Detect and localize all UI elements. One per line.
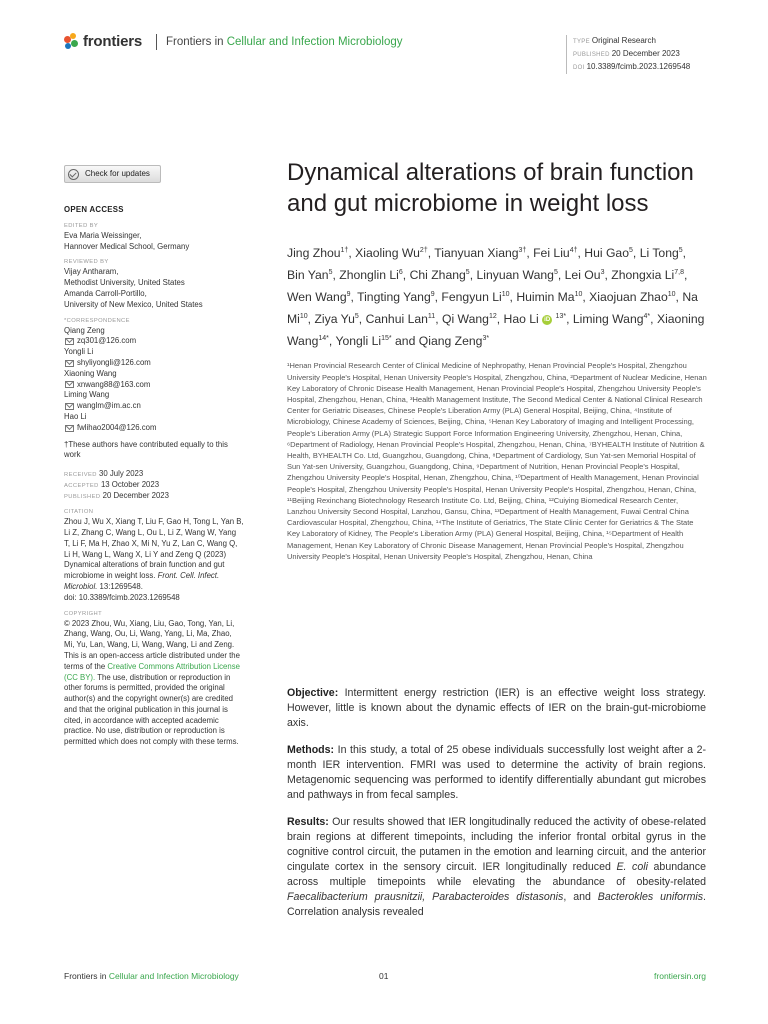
author[interactable]: Hao Li iD $^{13*}$: [503, 312, 567, 327]
reviewed-by: Vijay Antharam, Methodist University, United States Amanda Carroll-Portillo, University of New Mexico, United States: [64, 267, 203, 309]
accepted-date: ACCEPTED 13 October 2023: [64, 480, 160, 490]
correspondence-label: *CORRESPONDENCE: [64, 317, 130, 324]
journal-title[interactable]: [166, 36, 403, 48]
correspondent-email[interactable]: shyliyongli@126.com: [64, 358, 244, 369]
correspondent-email[interactable]: zq301@126.com: [64, 336, 244, 347]
received-date: RECEIVED 30 July 2023: [64, 469, 144, 479]
copyright: © 2023 Zhou, Wu, Xiang, Liu, Gao, Tong, Yan, Li, Zhang, Wang, Ou, Li, Wang, Yang, Li, Ma, Zhao, Mi, Yu, Lan, Wang, Li, Wang, Wang, Li and Zeng. This is an open-access article distributed under the terms of the Creative Commons Attribution License (CC BY). The use, distribution or reproduction in other forums is permitted, provided the original author(s) and the copyright owner(s) are credited and that the original publication in this journal is cited, in accordance with accepted academic practice. No use, distribution or reproduction is permitted which does not comply with these terms.: [64, 618, 240, 747]
cc-license-link[interactable]: Creative Commons Attribution License (CC BY).: [64, 661, 240, 682]
citation-doi[interactable]: doi: 10.3389/fcimb.2023.1269548: [64, 592, 180, 602]
mail-icon: [65, 338, 74, 345]
mail-icon: [65, 425, 74, 432]
equal-contribution-note: †These authors have contributed equally to this work: [64, 439, 228, 460]
author[interactable]: Xiaoning Wang$^{14*}$: [287, 312, 705, 349]
article-type: TYPE Original Research: [573, 36, 656, 45]
copyright-label: COPYRIGHT: [64, 610, 103, 617]
footer-journal[interactable]: Frontiers in Cellular and Infection Microbiology: [64, 971, 239, 981]
correspondent-name: Hao Li: [64, 411, 87, 421]
check-for-updates-button[interactable]: [64, 165, 161, 183]
author[interactable]: Qi Wang$^{12}$: [441, 312, 497, 327]
author[interactable]: Ziya Yu$^5$: [314, 312, 359, 327]
abstract-objective: Objective: Intermittent energy restriction (IER) is an effective weight loss strategy. However, little is known about the dynamic effects of IER on the brain-gut-microbiome axis.: [287, 687, 706, 729]
page-number: 01: [379, 971, 389, 981]
author[interactable]: Hui Gao$^5$: [584, 246, 633, 261]
correspondent-name: Xiaoning Wang: [64, 368, 117, 378]
author[interactable]: Fei Liu$^{4\dagger}$: [533, 246, 578, 261]
dates: [64, 469, 244, 502]
check-for-updates-label: Check for updates: [85, 168, 150, 178]
reviewed-by-label: REVIEWED BY: [64, 259, 109, 266]
mail-icon: [65, 381, 74, 388]
author[interactable]: Linyuan Wang$^5$: [476, 268, 558, 283]
frontiers-logo-icon: [62, 32, 80, 50]
page-footer: [64, 971, 706, 981]
author[interactable]: Fengyun Li$^{10}$: [441, 290, 510, 305]
abstract-methods: Methods: In this study, a total of 25 obese individuals successfully lost weight after a 2-month IER intervention. FMRI was used to determine the activity of brain regions. Metagenomic sequencing was performed to identify differentially abundant gut microbes and pathways in from fecal samples.: [287, 744, 706, 801]
author[interactable]: Canhui Lan$^{11}$: [365, 312, 436, 327]
doi[interactable]: DOI 10.3389/fcimb.2023.1269548: [573, 62, 691, 71]
brand-name: frontiers: [83, 32, 143, 50]
author-list: Jing Zhou$^{1\dagger}$, Xiaoling $Wu^{2\dagger}$, Tianyuan Xiang$^{3\dagger}$, Fei Liu$^{4\dagger}$, Hui Gao$^5$, Li Tong$^5$, Bin Yan$^5$, Zhonglin Li$^6$, Chi Zhang$^5$, Linyuan Wang$^5$, Lei Ou$^3$, Zhongxia Li$^{7,8}$, Wen Wang$^9$, Tingting Yang$^9$, Fengyun Li$^{10}$, Huimin Ma$^{10}$, Xiaojuan Zhao$^{10}$, Na Mi$^{10}$, Ziya Yu$^5$, Canhui Lan$^{11}$, Qi Wang$^{12}$, Hao Li iD $^{13*}$, Liming Wang$^{4*}$, Xiaoning Wang$^{14*}$, Yongli $Li^{15*}$ and Qiang Zeng$^{3*}$: [287, 246, 705, 349]
author[interactable]: Xiaojuan Zhao$^{10}$: [589, 290, 676, 305]
author[interactable]: Liming Wang$^{4*}$: [572, 312, 651, 327]
author[interactable]: Zhongxia Li$^{7,8}$: [611, 268, 684, 283]
published-date-sidebar: PUBLISHED 20 December 2023: [64, 491, 169, 501]
author[interactable]: Tianyuan Xiang$^{3\dagger}$: [434, 246, 527, 261]
author[interactable]: Tingting Yang$^9$: [357, 290, 435, 305]
abstract: [287, 686, 706, 932]
author[interactable]: Bin Yan$^5$: [287, 268, 333, 283]
correspondent-email[interactable]: wanglm@im.ac.cn: [64, 401, 244, 412]
citation-label: CITATION: [64, 509, 94, 516]
check-icon: [68, 169, 79, 180]
correspondent-email[interactable]: fwlihao2004@126.com: [64, 423, 244, 434]
abstract-results: Results: Our results showed that IER longitudinally reduced the activity of obese-related brain regions at different timepoints, including the inferior frontal orbital gyrus in the cognitive control circuit, the putamen in the emotion and learning circuit, and the anterior cingulate cortex in the sensory circuit. IER longitudinally reduced E. coli abundance across multiple timepoints while elevating the abundance of obesity-related Faecalibacterium prausnitzii, Parabacteroides distasonis, and Bacterokles uniformis. Correlation analysis revealed: [287, 816, 706, 918]
orcid-icon[interactable]: iD: [544, 317, 551, 324]
article-title: Dynamical alterations of brain function and gut microbiome in weight loss: [287, 159, 694, 217]
correspondence-list: [64, 326, 244, 434]
frontiers-logo[interactable]: [62, 32, 142, 50]
correspondent-name: Liming Wang: [64, 390, 110, 400]
journal-prefix: Frontiers in: [166, 36, 227, 48]
author[interactable]: Wen Wang$^9$: [287, 290, 351, 305]
edited-by-label: EDITED BY: [64, 222, 99, 229]
author[interactable]: Jing Zhou$^{1\dagger}$: [287, 246, 349, 261]
author[interactable]: and Qiang Zeng$^{3*}$: [395, 334, 490, 349]
sidebar: [64, 165, 244, 748]
page-header: [62, 30, 712, 74]
mail-icon: [65, 360, 74, 367]
article-meta: [566, 35, 690, 74]
correspondent-name: Qiang Zeng: [64, 325, 105, 335]
citation: Zhou J, Wu X, Xiang T, Liu F, Gao H, Tong L, Yan B, Li Z, Zhang C, Wang L, Ou L, Li Z, Wang W, Yang T, Li F, Ma H, Zhao X, Mi N, Yu Z, Lan C, Wang Q, Li H, Wang L, Wang X, Li Y and Zeng Q (2023) Dynamical alterations of brain function and gut microbiome in weight loss. Front. Cell. Infect. Microbiol. 13:1269548. doi: 10.3389/fcimb.2023.1269548: [64, 517, 244, 602]
author[interactable]: Chi Zhang$^5$: [409, 268, 470, 283]
site-link[interactable]: frontiersin.org: [654, 971, 706, 981]
author[interactable]: Lei Ou$^3$: [564, 268, 605, 283]
correspondent-email[interactable]: xnwang88@163.com: [64, 380, 244, 391]
author[interactable]: Huimin Ma$^{10}$: [516, 290, 583, 305]
author[interactable]: Zhonglin Li$^6$: [339, 268, 403, 283]
author[interactable]: Xiaoling $Wu^{2\dagger}$: [355, 246, 428, 261]
edited-by: Eva Maria Weissinger, Hannover Medical School, Germany: [64, 230, 190, 251]
article-head: [287, 157, 707, 562]
correspondent-name: Yongli Li: [64, 347, 94, 357]
open-access-label: OPEN ACCESS: [64, 205, 124, 214]
journal-name: Cellular and Infection Microbiology: [226, 36, 403, 48]
header-divider: [156, 34, 157, 50]
affiliations: ¹Henan Provincial Research Center of Clinical Medicine of Nephropathy, Henan Provincial People's Hospital, Zhengzhou University People's Hospital, Henan University People's Hospital, Zhengzhou, China, ²Department of Nuclear Medicine, Henan Key Laboratory of Chronic Disease Health Management, Henan Provincial People's Hospital, Zhengzhou University People's Hospital, Zhengzhou, Henan, China, ³Health Management Institute, The Second Medical Center & National Clinical Research Center for Geriatric Diseases, Chinese People's Liberation Army (PLA) General Hospital, Beijing, China, ⁴Institute of Microbiology, Chinese Academy of Sciences, Beijing, China, ⁵Henan Key Laboratory of Imaging and Intelligent Processing, People's Liberation Army (PLA) Strategic Support Force Information Engineering University, Zhengzhou, Henan, China, ⁶Department of Radiology, Henan Provincial People's Hospital, Zhengzhou, Henan, China, ⁷BYHEALTH Institute of Nutrition & Health, BYHEALTH Co. Ltd, Guangzhou, Guangdong, China, ⁸Department of Cardiology, Sun Yat-sen Memorial Hospital of Sun Yat-sen University, Guangzhou, Guangdong, China, ⁹Department of Nutrition, Henan Provincial People's Hospital, Zhengzhou University People's Hospital, Henan, Zhengzhou, China, ¹⁰Department of Health Management, Henan Provincial People's Hospital, Zhengzhou University People's Hospital, Henan University People's Hospital, Zhengzhou, Henan, China, ¹¹Beijing Rexinchang Biotechnology Research Institute Co. Ltd, Beijing, China, ¹²Cuiying Biomedical Research Center, Lanzhou University Second Hospital, Lanzhou, Gansu, China, ¹³Department of Health Management, Fuwai Central China Cardiovascular Hospital, Zhengzhou, China, ¹⁴The Institute of Geriatrics, The State Clinic Center for Geriatrics & The State Key Laboratory of Kidney, The People's Liberation Army (PLA) General Hospital, Beijing, China, ¹⁵Department of Health Management, Henan Key Laboratory of Chronic Disease Management, Henan Provincial People's Hospital, Zhengzhou University People's Hospital, Henan University People's Hospital, Zhengzhou, Henan, China: [287, 361, 707, 561]
citation-journal: Front. Cell. Infect. Microbiol.: [64, 571, 220, 591]
published-date: PUBLISHED 20 December 2023: [573, 49, 680, 58]
mail-icon: [65, 403, 74, 410]
author[interactable]: Na Mi$^{10}$: [287, 290, 698, 327]
author[interactable]: Li Tong$^5$: [639, 246, 683, 261]
author[interactable]: Yongli $Li^{15*}$: [335, 334, 392, 349]
